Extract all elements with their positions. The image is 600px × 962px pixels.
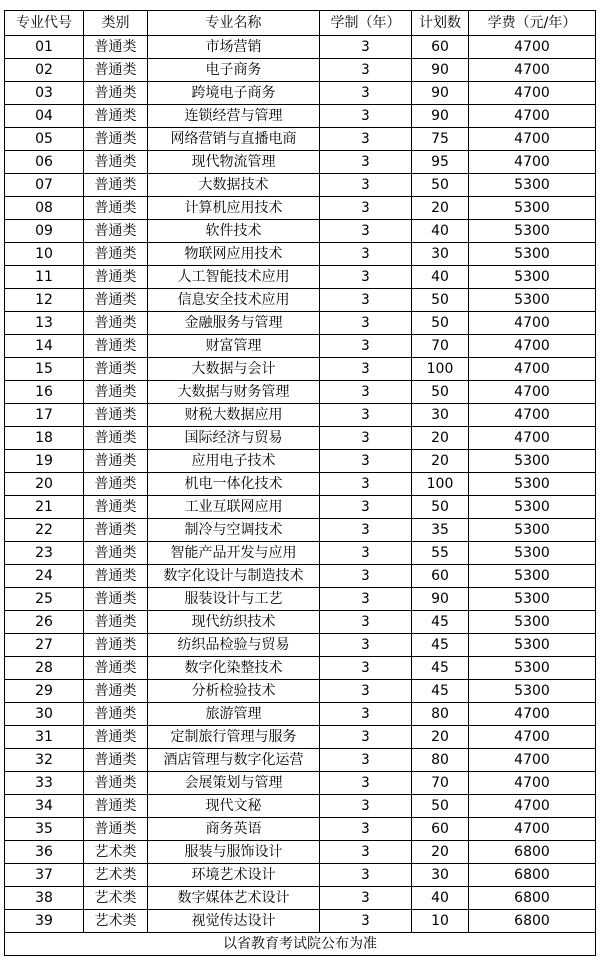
cell-code: 28 [5,657,84,680]
cell-plan: 50 [412,174,469,197]
cell-category: 普通类 [84,473,148,496]
cell-category: 普通类 [84,818,148,841]
cell-category: 普通类 [84,335,148,358]
cell-code: 38 [5,887,84,910]
cell-fee: 4700 [469,105,596,128]
cell-major-name: 视觉传达设计 [148,910,320,933]
cell-plan: 40 [412,266,469,289]
cell-fee: 5300 [469,496,596,519]
table-row [5,542,596,565]
cell-code: 10 [5,243,84,266]
cell-major-name: 人工智能技术应用 [148,266,320,289]
cell-major-name: 纺织品检验与贸易 [148,634,320,657]
cell-code: 19 [5,450,84,473]
cell-plan: 70 [412,335,469,358]
cell-duration: 3 [320,128,412,151]
cell-fee: 4700 [469,772,596,795]
cell-code: 34 [5,795,84,818]
table-row [5,427,596,450]
cell-duration: 3 [320,82,412,105]
cell-category: 普通类 [84,358,148,381]
cell-major-name: 旅游管理 [148,703,320,726]
table-header [5,11,596,36]
cell-code: 18 [5,427,84,450]
cell-code: 25 [5,588,84,611]
cell-major-name: 定制旅行管理与服务 [148,726,320,749]
cell-category: 普通类 [84,427,148,450]
cell-fee: 4700 [469,749,596,772]
cell-fee: 5300 [469,611,596,634]
table-row [5,59,596,82]
header-category: 类别 [84,11,148,36]
cell-code: 17 [5,404,84,427]
cell-major-name: 会展策划与管理 [148,772,320,795]
cell-duration: 3 [320,703,412,726]
cell-fee: 4700 [469,151,596,174]
cell-code: 33 [5,772,84,795]
cell-plan: 90 [412,588,469,611]
cell-category: 普通类 [84,36,148,59]
cell-fee: 4700 [469,427,596,450]
table-row [5,726,596,749]
cell-fee: 5300 [469,519,596,542]
table-row [5,703,596,726]
cell-plan: 30 [412,864,469,887]
cell-duration: 3 [320,220,412,243]
cell-fee: 6800 [469,887,596,910]
cell-category: 普通类 [84,266,148,289]
cell-duration: 3 [320,266,412,289]
cell-duration: 3 [320,772,412,795]
cell-plan: 60 [412,36,469,59]
cell-duration: 3 [320,59,412,82]
cell-plan: 100 [412,358,469,381]
cell-code: 07 [5,174,84,197]
cell-fee: 4700 [469,381,596,404]
cell-major-name: 信息安全技术应用 [148,289,320,312]
cell-category: 普通类 [84,450,148,473]
cell-plan: 50 [412,289,469,312]
cell-duration: 3 [320,105,412,128]
cell-major-name: 酒店管理与数字化运营 [148,749,320,772]
cell-duration: 3 [320,473,412,496]
cell-plan: 10 [412,910,469,933]
cell-duration: 3 [320,864,412,887]
cell-plan: 90 [412,82,469,105]
cell-major-name: 服装设计与工艺 [148,588,320,611]
cell-major-name: 大数据与会计 [148,358,320,381]
cell-major-name: 现代纺织技术 [148,611,320,634]
cell-major-name: 商务英语 [148,818,320,841]
cell-category: 普通类 [84,496,148,519]
cell-plan: 40 [412,887,469,910]
cell-duration: 3 [320,312,412,335]
cell-major-name: 财富管理 [148,335,320,358]
table-row [5,404,596,427]
table-row [5,910,596,933]
table-row [5,82,596,105]
cell-category: 普通类 [84,749,148,772]
cell-category: 普通类 [84,519,148,542]
cell-fee: 5300 [469,634,596,657]
cell-code: 22 [5,519,84,542]
cell-major-name: 现代文秘 [148,795,320,818]
cell-major-name: 数字化染整技术 [148,657,320,680]
table-row [5,864,596,887]
table-row [5,220,596,243]
cell-plan: 100 [412,473,469,496]
cell-major-name: 现代物流管理 [148,151,320,174]
table-row [5,795,596,818]
cell-fee: 4700 [469,128,596,151]
cell-category: 普通类 [84,542,148,565]
cell-fee: 4700 [469,312,596,335]
cell-duration: 3 [320,335,412,358]
cell-major-name: 物联网应用技术 [148,243,320,266]
cell-major-name: 金融服务与管理 [148,312,320,335]
cell-fee: 5300 [469,243,596,266]
cell-fee: 5300 [469,289,596,312]
table-row [5,381,596,404]
cell-plan: 80 [412,749,469,772]
cell-category: 普通类 [84,703,148,726]
cell-fee: 4700 [469,36,596,59]
cell-plan: 20 [412,197,469,220]
cell-category: 普通类 [84,565,148,588]
cell-code: 37 [5,864,84,887]
cell-duration: 3 [320,542,412,565]
cell-duration: 3 [320,427,412,450]
cell-category: 普通类 [84,381,148,404]
cell-fee: 4700 [469,59,596,82]
cell-major-name: 市场营销 [148,36,320,59]
cell-duration: 3 [320,36,412,59]
cell-code: 20 [5,473,84,496]
cell-major-name: 环境艺术设计 [148,864,320,887]
cell-plan: 20 [412,450,469,473]
cell-duration: 3 [320,243,412,266]
cell-code: 01 [5,36,84,59]
cell-plan: 90 [412,59,469,82]
cell-fee: 5300 [469,174,596,197]
cell-major-name: 机电一体化技术 [148,473,320,496]
cell-code: 32 [5,749,84,772]
cell-plan: 50 [412,496,469,519]
table-row [5,312,596,335]
table-row [5,335,596,358]
cell-major-name: 跨境电子商务 [148,82,320,105]
table-row [5,473,596,496]
cell-category: 普通类 [84,174,148,197]
cell-duration: 3 [320,749,412,772]
table-row [5,565,596,588]
cell-fee: 5300 [469,680,596,703]
cell-duration: 3 [320,588,412,611]
cell-code: 24 [5,565,84,588]
cell-major-name: 电子商务 [148,59,320,82]
table-row [5,887,596,910]
cell-fee: 6800 [469,841,596,864]
cell-fee: 5300 [469,197,596,220]
table-row [5,151,596,174]
cell-major-name: 应用电子技术 [148,450,320,473]
header-major-name: 专业名称 [148,11,320,36]
cell-plan: 55 [412,542,469,565]
cell-duration: 3 [320,519,412,542]
cell-category: 普通类 [84,59,148,82]
cell-major-name: 国际经济与贸易 [148,427,320,450]
cell-code: 30 [5,703,84,726]
table-row [5,197,596,220]
cell-plan: 95 [412,151,469,174]
cell-major-name: 制冷与空调技术 [148,519,320,542]
cell-duration: 3 [320,565,412,588]
cell-code: 15 [5,358,84,381]
cell-code: 08 [5,197,84,220]
cell-duration: 3 [320,611,412,634]
cell-fee: 6800 [469,864,596,887]
cell-duration: 3 [320,795,412,818]
cell-duration: 3 [320,634,412,657]
table-row [5,266,596,289]
table-row [5,496,596,519]
table-row [5,358,596,381]
cell-plan: 30 [412,243,469,266]
cell-category: 普通类 [84,289,148,312]
cell-major-name: 数字媒体艺术设计 [148,887,320,910]
majors-table [4,10,596,956]
table-row [5,174,596,197]
cell-plan: 50 [412,795,469,818]
cell-category: 普通类 [84,611,148,634]
cell-duration: 3 [320,726,412,749]
cell-major-name: 大数据与财务管理 [148,381,320,404]
cell-code: 11 [5,266,84,289]
cell-code: 29 [5,680,84,703]
cell-fee: 5300 [469,588,596,611]
cell-major-name: 计算机应用技术 [148,197,320,220]
table-row [5,772,596,795]
cell-major-name: 智能产品开发与应用 [148,542,320,565]
cell-category: 普通类 [84,404,148,427]
cell-plan: 45 [412,611,469,634]
cell-category: 普通类 [84,634,148,657]
cell-code: 36 [5,841,84,864]
table-row [5,611,596,634]
footnote-row [5,933,596,956]
cell-fee: 5300 [469,473,596,496]
header-row [5,11,596,36]
cell-major-name: 数字化设计与制造技术 [148,565,320,588]
cell-major-name: 软件技术 [148,220,320,243]
cell-category: 普通类 [84,795,148,818]
cell-plan: 70 [412,772,469,795]
cell-plan: 35 [412,519,469,542]
cell-fee: 5300 [469,565,596,588]
cell-category: 普通类 [84,588,148,611]
cell-fee: 4700 [469,703,596,726]
table-row [5,128,596,151]
cell-plan: 20 [412,841,469,864]
table-row [5,680,596,703]
cell-category: 普通类 [84,312,148,335]
cell-plan: 30 [412,404,469,427]
cell-category: 普通类 [84,772,148,795]
table-row [5,289,596,312]
cell-duration: 3 [320,450,412,473]
cell-fee: 4700 [469,726,596,749]
cell-code: 23 [5,542,84,565]
table-row [5,243,596,266]
cell-fee: 4700 [469,82,596,105]
table-body [5,36,596,933]
table-row [5,749,596,772]
cell-major-name: 大数据技术 [148,174,320,197]
cell-duration: 3 [320,289,412,312]
cell-code: 39 [5,910,84,933]
cell-category: 普通类 [84,82,148,105]
cell-fee: 5300 [469,220,596,243]
cell-code: 05 [5,128,84,151]
table-row [5,634,596,657]
cell-duration: 3 [320,358,412,381]
cell-category: 普通类 [84,657,148,680]
table-row [5,657,596,680]
cell-category: 艺术类 [84,887,148,910]
cell-category: 艺术类 [84,864,148,887]
cell-fee: 4700 [469,358,596,381]
cell-major-name: 财税大数据应用 [148,404,320,427]
cell-category: 普通类 [84,680,148,703]
header-code: 专业代号 [5,11,84,36]
cell-fee: 5300 [469,266,596,289]
cell-plan: 45 [412,680,469,703]
cell-category: 艺术类 [84,841,148,864]
cell-duration: 3 [320,657,412,680]
cell-code: 02 [5,59,84,82]
cell-fee: 5300 [469,450,596,473]
cell-code: 21 [5,496,84,519]
cell-category: 普通类 [84,197,148,220]
cell-major-name: 网络营销与直播电商 [148,128,320,151]
cell-plan: 90 [412,105,469,128]
table-row [5,841,596,864]
cell-code: 03 [5,82,84,105]
cell-code: 13 [5,312,84,335]
header-fee: 学费（元/年） [469,11,596,36]
cell-duration: 3 [320,381,412,404]
cell-code: 16 [5,381,84,404]
cell-code: 04 [5,105,84,128]
cell-duration: 3 [320,841,412,864]
cell-duration: 3 [320,680,412,703]
cell-code: 27 [5,634,84,657]
header-duration: 学制（年） [320,11,412,36]
cell-fee: 5300 [469,657,596,680]
cell-fee: 4700 [469,335,596,358]
cell-fee: 4700 [469,795,596,818]
cell-code: 09 [5,220,84,243]
table-footer [5,933,596,956]
cell-plan: 50 [412,381,469,404]
table-row [5,450,596,473]
cell-code: 12 [5,289,84,312]
cell-plan: 45 [412,657,469,680]
cell-code: 06 [5,151,84,174]
cell-duration: 3 [320,404,412,427]
cell-plan: 50 [412,312,469,335]
table-row [5,36,596,59]
cell-category: 普通类 [84,220,148,243]
cell-code: 14 [5,335,84,358]
cell-fee: 4700 [469,404,596,427]
table-row [5,105,596,128]
cell-category: 普通类 [84,128,148,151]
cell-duration: 3 [320,887,412,910]
cell-code: 35 [5,818,84,841]
cell-duration: 3 [320,174,412,197]
cell-plan: 20 [412,427,469,450]
cell-duration: 3 [320,818,412,841]
cell-duration: 3 [320,496,412,519]
cell-plan: 60 [412,818,469,841]
cell-major-name: 工业互联网应用 [148,496,320,519]
cell-major-name: 服装与服饰设计 [148,841,320,864]
table-row [5,519,596,542]
cell-category: 普通类 [84,105,148,128]
cell-major-name: 分析检验技术 [148,680,320,703]
table-row [5,818,596,841]
cell-fee: 5300 [469,542,596,565]
table-row [5,588,596,611]
cell-plan: 80 [412,703,469,726]
cell-plan: 75 [412,128,469,151]
cell-fee: 6800 [469,910,596,933]
cell-category: 普通类 [84,726,148,749]
cell-plan: 20 [412,726,469,749]
footnote: 以省教育考试院公布为准 [5,933,596,956]
cell-duration: 3 [320,910,412,933]
cell-plan: 45 [412,634,469,657]
cell-plan: 60 [412,565,469,588]
cell-plan: 40 [412,220,469,243]
cell-major-name: 连锁经营与管理 [148,105,320,128]
cell-fee: 4700 [469,818,596,841]
cell-category: 普通类 [84,151,148,174]
cell-category: 普通类 [84,243,148,266]
cell-duration: 3 [320,151,412,174]
cell-code: 26 [5,611,84,634]
cell-category: 艺术类 [84,910,148,933]
cell-code: 31 [5,726,84,749]
header-plan: 计划数 [412,11,469,36]
cell-duration: 3 [320,197,412,220]
